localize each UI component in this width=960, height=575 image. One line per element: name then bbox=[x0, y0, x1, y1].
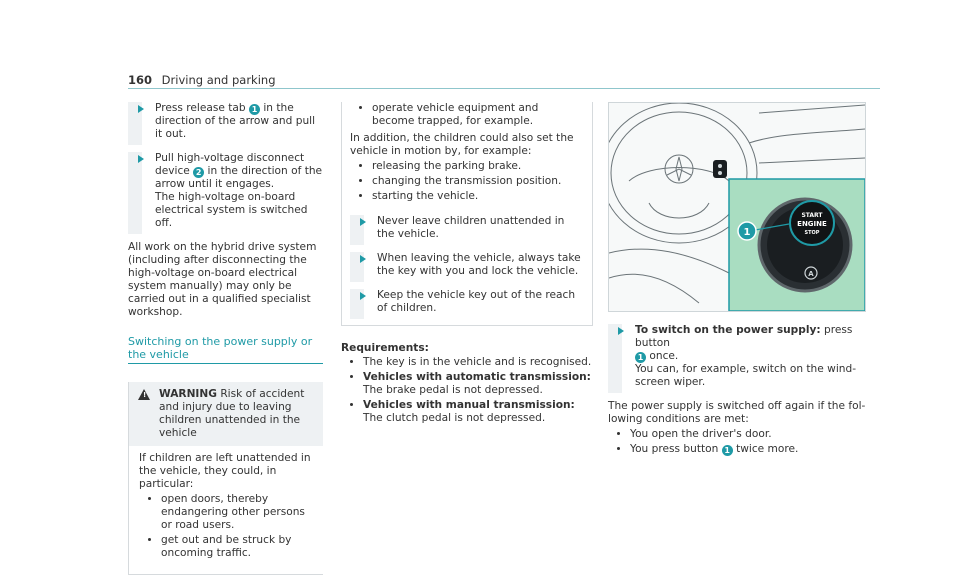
power-off-intro: The power supply is switched off again if the fol-lowing conditions are met: bbox=[608, 400, 866, 425]
step-never-leave-children bbox=[350, 215, 584, 241]
callout-badge: 1 bbox=[249, 104, 260, 115]
warning-label: WARNING bbox=[159, 388, 217, 400]
step-text: once. bbox=[646, 350, 679, 362]
requirements-list bbox=[341, 356, 593, 425]
step-result: You can, for example, switch on the wind-screen wiper. bbox=[635, 363, 857, 388]
step-disconnect-device bbox=[128, 152, 323, 230]
button-label-start: START bbox=[801, 212, 823, 219]
warning-list-continued bbox=[350, 102, 584, 128]
list-item: • starting the vehicle. bbox=[372, 190, 584, 203]
warning-icon: ! bbox=[138, 389, 150, 400]
step-arrow-icon bbox=[360, 292, 366, 300]
step-text: in the direction of the arrow until it engages. bbox=[155, 165, 323, 190]
header-divider bbox=[128, 88, 880, 89]
step-take-key bbox=[350, 252, 584, 278]
step-text: Press release tab bbox=[155, 102, 249, 114]
step-text: When leaving the vehicle, always take the key with you and lock the vehicle. bbox=[377, 252, 581, 277]
step-text: Never leave children unattended in the vehicle. bbox=[377, 215, 565, 240]
page-header bbox=[128, 74, 276, 87]
section-title: Switching on the power supply or the vehicle bbox=[128, 335, 323, 364]
step-release-tab bbox=[128, 102, 323, 141]
page-number: 160 bbox=[128, 73, 153, 87]
list-item: • operate vehicle equipment and become trapped, for example. bbox=[372, 102, 584, 128]
step-result: The high-voltage on-board electrical system is switched off. bbox=[155, 191, 308, 229]
callout-badge: 1 bbox=[722, 445, 733, 456]
list-item: • releasing the parking brake. bbox=[372, 160, 584, 173]
list-item: • Vehicles with automatic transmission: The brake pedal is not depressed. bbox=[363, 371, 593, 397]
column-right bbox=[608, 102, 880, 458]
warning-continuation-box bbox=[341, 102, 593, 326]
callout-badge: 2 bbox=[193, 167, 204, 178]
step-arrow-icon bbox=[360, 218, 366, 226]
column-left bbox=[128, 102, 323, 575]
list-item: • Vehicles with manual transmission: The clutch pedal is not depressed. bbox=[363, 399, 593, 425]
step-switch-on-power bbox=[608, 324, 880, 389]
list-item: • get out and be struck by oncoming traffic. bbox=[161, 534, 317, 560]
svg-text:A: A bbox=[808, 270, 814, 278]
list-item: • The key is in the vehicle and is recognised. bbox=[363, 356, 593, 369]
warning-intro-2: In addition, the children could also set the vehicle in motion by, for example: bbox=[350, 132, 574, 157]
button-label-engine: ENGINE bbox=[797, 220, 827, 228]
step-keep-key-away bbox=[350, 289, 584, 315]
warning-list-2 bbox=[350, 160, 584, 203]
warning-body bbox=[129, 446, 323, 560]
start-stop-button-illustration bbox=[608, 102, 866, 312]
warning-header bbox=[129, 382, 323, 446]
step-arrow-icon bbox=[360, 255, 366, 263]
list-item: • You press button 1 twice more. bbox=[630, 443, 880, 456]
step-text: press button bbox=[635, 324, 853, 349]
list-item: • You open the driver's door. bbox=[630, 428, 880, 441]
list-item: • changing the transmission position. bbox=[372, 175, 584, 188]
warning-list bbox=[139, 493, 317, 560]
step-text: Pull high-voltage disconnect device bbox=[155, 152, 305, 177]
step-text: in the direction of the arrow and pull it out. bbox=[155, 102, 316, 140]
warning-intro: If children are left unattended in the vehicle, they could, in particular: bbox=[139, 452, 311, 490]
step-arrow-icon bbox=[618, 327, 624, 335]
power-off-conditions bbox=[608, 428, 880, 456]
illustration-callout-badge: 1 bbox=[743, 227, 751, 238]
list-item: • open doors, thereby endangering other persons or road users. bbox=[161, 493, 317, 532]
button-label-stop: STOP bbox=[804, 230, 820, 236]
section-name: Driving and parking bbox=[161, 73, 276, 87]
step-bar bbox=[128, 152, 142, 234]
step-arrow-icon bbox=[138, 155, 144, 163]
workshop-note: All work on the hybrid drive system (including after disconnecting the high-voltage on-board electrical system manually) may only be carried out in a qualified specialist workshop. bbox=[128, 241, 317, 318]
step-arrow-icon bbox=[138, 105, 144, 113]
dashboard-drawing bbox=[609, 103, 865, 311]
callout-badge: 1 bbox=[635, 352, 646, 363]
requirements-title: Requirements: bbox=[341, 342, 429, 354]
column-middle bbox=[341, 102, 593, 427]
warning-box bbox=[128, 382, 323, 575]
step-title: To switch on the power supply: bbox=[635, 324, 821, 336]
warning-title: Risk of accident and injury due to leaving children unattended in the vehicle bbox=[159, 388, 305, 439]
step-text: Keep the vehicle key out of the reach of children. bbox=[377, 289, 576, 314]
